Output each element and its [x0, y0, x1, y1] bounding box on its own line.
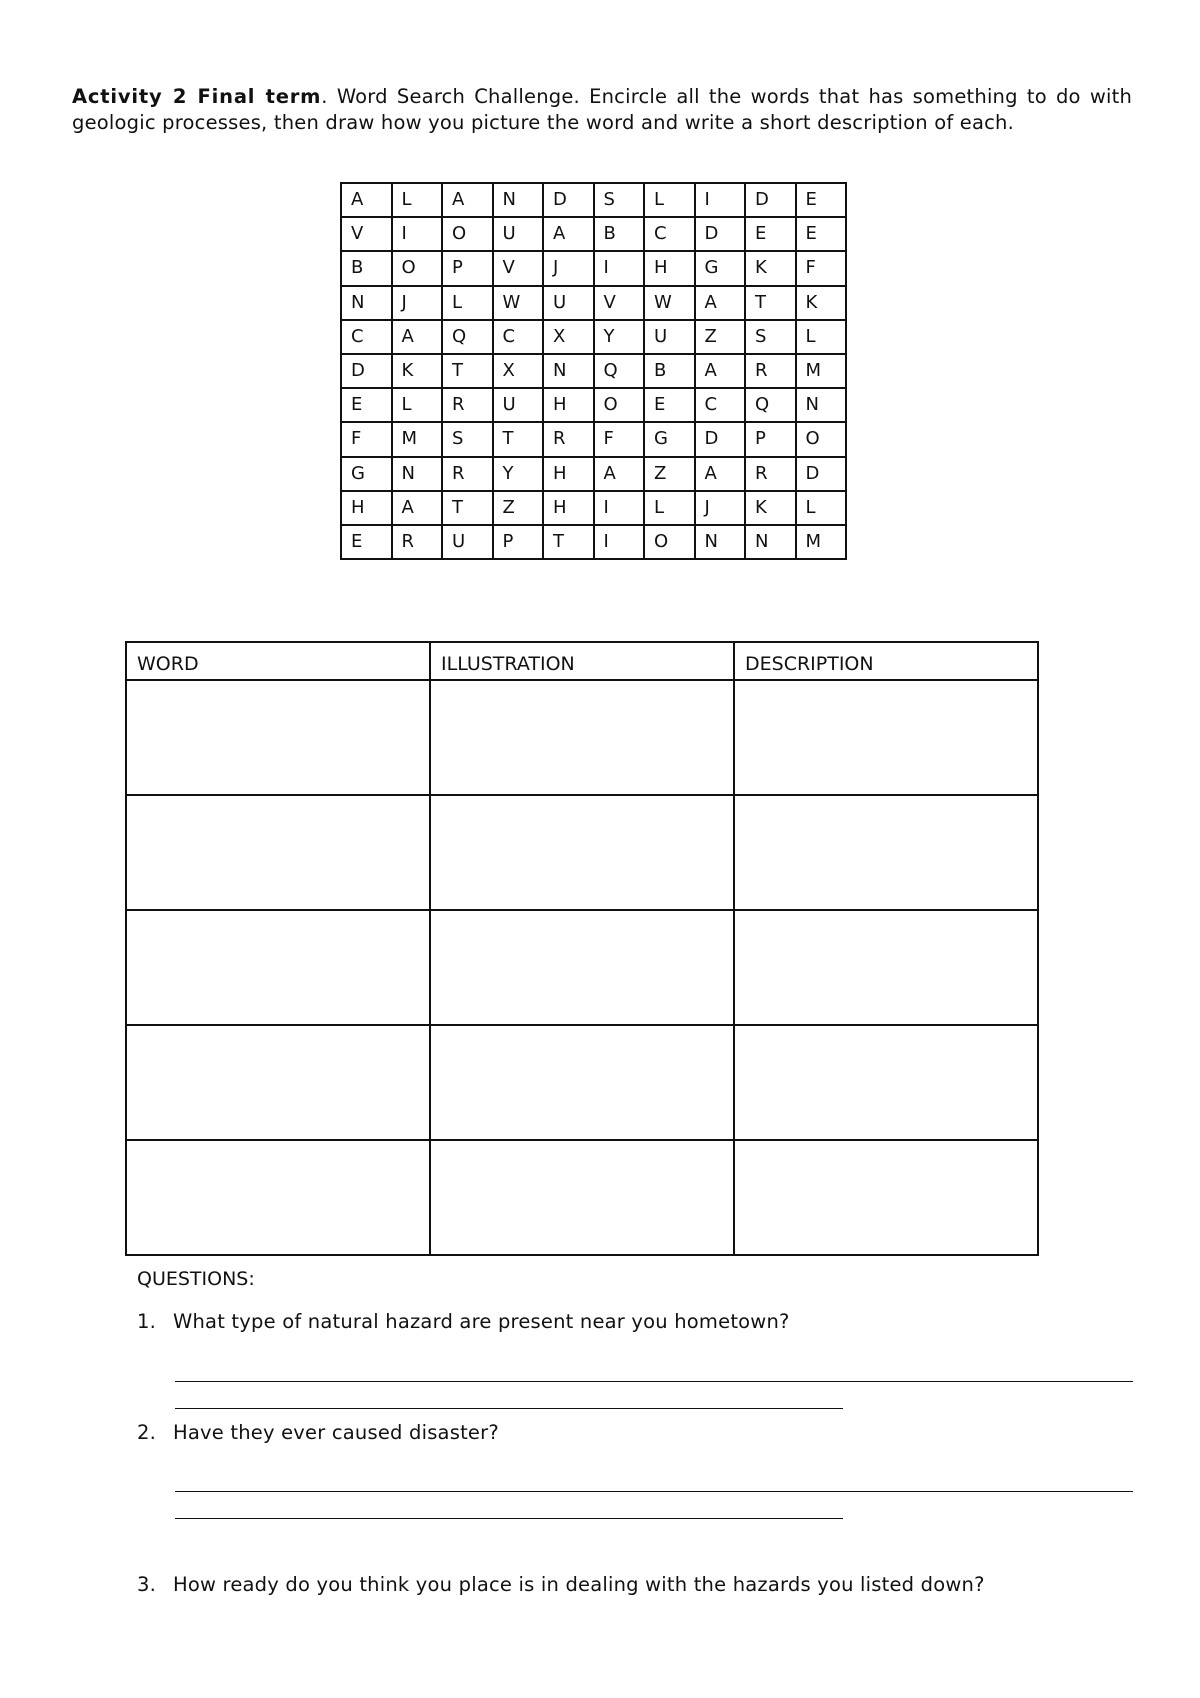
- grid-cell[interactable]: V: [341, 217, 392, 251]
- grid-cell[interactable]: B: [644, 354, 695, 388]
- grid-cell[interactable]: Y: [594, 320, 645, 354]
- grid-row: [341, 457, 846, 491]
- grid-cell[interactable]: R: [745, 457, 796, 491]
- grid-cell[interactable]: D: [796, 457, 847, 491]
- grid-cell[interactable]: G: [644, 422, 695, 456]
- grid-cell[interactable]: D: [695, 217, 746, 251]
- grid-cell[interactable]: S: [442, 422, 493, 456]
- grid-cell[interactable]: O: [594, 388, 645, 422]
- grid-cell[interactable]: F: [796, 251, 847, 285]
- grid-cell[interactable]: L: [796, 320, 847, 354]
- grid-cell[interactable]: M: [392, 422, 443, 456]
- grid-row: [341, 422, 846, 456]
- illustration-cell[interactable]: [430, 680, 734, 795]
- grid-cell[interactable]: E: [341, 388, 392, 422]
- answer-row: [126, 910, 1038, 1025]
- grid-cell[interactable]: O: [796, 422, 847, 456]
- grid-row: [341, 320, 846, 354]
- answer-row: [126, 1140, 1038, 1255]
- grid-row: [341, 354, 846, 388]
- grid-cell[interactable]: C: [644, 217, 695, 251]
- answer-line[interactable]: [175, 1491, 1133, 1492]
- grid-cell[interactable]: V: [594, 286, 645, 320]
- grid-cell[interactable]: E: [796, 183, 847, 217]
- grid-cell[interactable]: I: [594, 525, 645, 559]
- grid-cell[interactable]: E: [644, 388, 695, 422]
- word-cell[interactable]: [126, 910, 430, 1025]
- grid-cell[interactable]: K: [745, 491, 796, 525]
- grid-cell[interactable]: Z: [695, 320, 746, 354]
- grid-cell[interactable]: P: [442, 251, 493, 285]
- grid-cell[interactable]: W: [644, 286, 695, 320]
- grid-cell[interactable]: B: [594, 217, 645, 251]
- grid-cell[interactable]: N: [341, 286, 392, 320]
- grid-cell[interactable]: U: [543, 286, 594, 320]
- grid-cell[interactable]: R: [442, 457, 493, 491]
- grid-cell[interactable]: U: [493, 388, 544, 422]
- grid-cell[interactable]: N: [543, 354, 594, 388]
- grid-row: [341, 388, 846, 422]
- instructions-text: . Word Search Challenge. Encircle all the words that has something to do with geologic processes, then draw how you picture the word and write a short description of each.: [72, 85, 1132, 134]
- grid-cell[interactable]: O: [442, 217, 493, 251]
- grid-cell[interactable]: S: [745, 320, 796, 354]
- grid-cell[interactable]: N: [695, 525, 746, 559]
- grid-cell[interactable]: E: [796, 217, 847, 251]
- question-number: 3.: [137, 1573, 157, 1596]
- header-description: DESCRIPTION: [734, 642, 1038, 680]
- grid-cell[interactable]: P: [745, 422, 796, 456]
- grid-cell[interactable]: C: [493, 320, 544, 354]
- answer-line[interactable]: [175, 1381, 1133, 1382]
- grid-cell[interactable]: L: [442, 286, 493, 320]
- answer-line[interactable]: [175, 1518, 843, 1519]
- grid-cell[interactable]: D: [543, 183, 594, 217]
- question-3: [137, 1573, 985, 1596]
- grid-cell[interactable]: R: [543, 422, 594, 456]
- grid-cell[interactable]: D: [745, 183, 796, 217]
- grid-cell[interactable]: T: [543, 525, 594, 559]
- grid-cell[interactable]: G: [341, 457, 392, 491]
- grid-cell[interactable]: A: [695, 457, 746, 491]
- description-cell[interactable]: [734, 1025, 1038, 1140]
- answer-table-header-row: [126, 642, 1038, 680]
- grid-cell[interactable]: X: [493, 354, 544, 388]
- question-number: 2.: [137, 1421, 157, 1444]
- grid-cell[interactable]: E: [745, 217, 796, 251]
- grid-cell[interactable]: J: [543, 251, 594, 285]
- grid-cell[interactable]: D: [341, 354, 392, 388]
- grid-cell[interactable]: R: [442, 388, 493, 422]
- question-2: [137, 1421, 499, 1444]
- grid-cell[interactable]: M: [796, 525, 847, 559]
- grid-cell[interactable]: I: [695, 183, 746, 217]
- grid-cell[interactable]: K: [796, 286, 847, 320]
- answer-line[interactable]: [175, 1408, 843, 1409]
- question-number: 1.: [137, 1310, 157, 1333]
- grid-cell[interactable]: S: [594, 183, 645, 217]
- grid-cell[interactable]: O: [392, 251, 443, 285]
- grid-cell[interactable]: E: [341, 525, 392, 559]
- grid-cell[interactable]: A: [695, 354, 746, 388]
- activity-title: Activity 2 Final term: [72, 85, 322, 108]
- grid-cell[interactable]: Q: [594, 354, 645, 388]
- grid-cell[interactable]: F: [341, 422, 392, 456]
- grid-cell[interactable]: N: [392, 457, 443, 491]
- grid-cell[interactable]: Z: [493, 491, 544, 525]
- grid-cell[interactable]: K: [392, 354, 443, 388]
- questions-heading: QUESTIONS:: [137, 1268, 255, 1290]
- grid-cell[interactable]: H: [644, 251, 695, 285]
- grid-cell[interactable]: T: [442, 491, 493, 525]
- grid-cell[interactable]: A: [341, 183, 392, 217]
- grid-cell[interactable]: X: [543, 320, 594, 354]
- grid-cell[interactable]: B: [341, 251, 392, 285]
- grid-cell[interactable]: T: [442, 354, 493, 388]
- illustration-cell[interactable]: [430, 1140, 734, 1255]
- grid-cell[interactable]: L: [644, 183, 695, 217]
- grid-row: [341, 286, 846, 320]
- grid-cell[interactable]: V: [493, 251, 544, 285]
- grid-cell[interactable]: W: [493, 286, 544, 320]
- grid-cell[interactable]: I: [594, 491, 645, 525]
- grid-cell[interactable]: C: [341, 320, 392, 354]
- grid-row: [341, 491, 846, 525]
- grid-cell[interactable]: Q: [442, 320, 493, 354]
- word-cell[interactable]: [126, 680, 430, 795]
- question-text: How ready do you think you place is in dealing with the hazards you listed down?: [173, 1573, 985, 1596]
- grid-cell[interactable]: H: [543, 491, 594, 525]
- grid-cell[interactable]: A: [594, 457, 645, 491]
- grid-row: [341, 183, 846, 217]
- description-cell[interactable]: [734, 910, 1038, 1025]
- grid-cell[interactable]: C: [695, 388, 746, 422]
- grid-cell[interactable]: R: [392, 525, 443, 559]
- illustration-cell[interactable]: [430, 910, 734, 1025]
- grid-cell[interactable]: H: [543, 388, 594, 422]
- grid-cell[interactable]: L: [392, 388, 443, 422]
- answer-table: [125, 641, 1039, 1256]
- grid-cell[interactable]: J: [695, 491, 746, 525]
- grid-cell[interactable]: F: [594, 422, 645, 456]
- grid-cell[interactable]: A: [392, 491, 443, 525]
- grid-row: [341, 251, 846, 285]
- grid-cell[interactable]: Z: [644, 457, 695, 491]
- illustration-cell[interactable]: [430, 1025, 734, 1140]
- grid-cell[interactable]: L: [392, 183, 443, 217]
- answer-row: [126, 680, 1038, 795]
- grid-cell[interactable]: K: [745, 251, 796, 285]
- grid-cell[interactable]: O: [644, 525, 695, 559]
- answer-row: [126, 795, 1038, 910]
- grid-cell[interactable]: N: [745, 525, 796, 559]
- grid-cell[interactable]: P: [493, 525, 544, 559]
- grid-cell[interactable]: H: [543, 457, 594, 491]
- grid-cell[interactable]: D: [695, 422, 746, 456]
- grid-cell[interactable]: N: [796, 388, 847, 422]
- description-cell[interactable]: [734, 1140, 1038, 1255]
- grid-cell[interactable]: U: [493, 217, 544, 251]
- grid-cell[interactable]: I: [594, 251, 645, 285]
- grid-cell[interactable]: G: [695, 251, 746, 285]
- grid-cell[interactable]: J: [392, 286, 443, 320]
- grid-cell[interactable]: M: [796, 354, 847, 388]
- word-search-grid: [340, 182, 847, 560]
- description-cell[interactable]: [734, 680, 1038, 795]
- grid-cell[interactable]: Y: [493, 457, 544, 491]
- grid-cell[interactable]: T: [493, 422, 544, 456]
- grid-cell[interactable]: Q: [745, 388, 796, 422]
- grid-cell[interactable]: U: [644, 320, 695, 354]
- header-illustration: ILLUSTRATION: [430, 642, 734, 680]
- question-1: [137, 1310, 790, 1333]
- grid-cell[interactable]: U: [442, 525, 493, 559]
- grid-cell[interactable]: A: [695, 286, 746, 320]
- question-text: Have they ever caused disaster?: [173, 1421, 499, 1444]
- grid-cell[interactable]: L: [796, 491, 847, 525]
- grid-cell[interactable]: A: [442, 183, 493, 217]
- grid-cell[interactable]: H: [341, 491, 392, 525]
- grid-cell[interactable]: A: [392, 320, 443, 354]
- grid-row: [341, 217, 846, 251]
- header-word: WORD: [126, 642, 430, 680]
- grid-cell[interactable]: T: [745, 286, 796, 320]
- description-cell[interactable]: [734, 795, 1038, 910]
- grid-cell[interactable]: N: [493, 183, 544, 217]
- grid-row: [341, 525, 846, 559]
- grid-cell[interactable]: I: [392, 217, 443, 251]
- word-cell[interactable]: [126, 795, 430, 910]
- answer-row: [126, 1025, 1038, 1140]
- grid-cell[interactable]: A: [543, 217, 594, 251]
- grid-cell[interactable]: L: [644, 491, 695, 525]
- question-text: What type of natural hazard are present near you hometown?: [173, 1310, 790, 1333]
- illustration-cell[interactable]: [430, 795, 734, 910]
- word-cell[interactable]: [126, 1140, 430, 1255]
- grid-cell[interactable]: R: [745, 354, 796, 388]
- word-cell[interactable]: [126, 1025, 430, 1140]
- instructions: [72, 84, 1132, 136]
